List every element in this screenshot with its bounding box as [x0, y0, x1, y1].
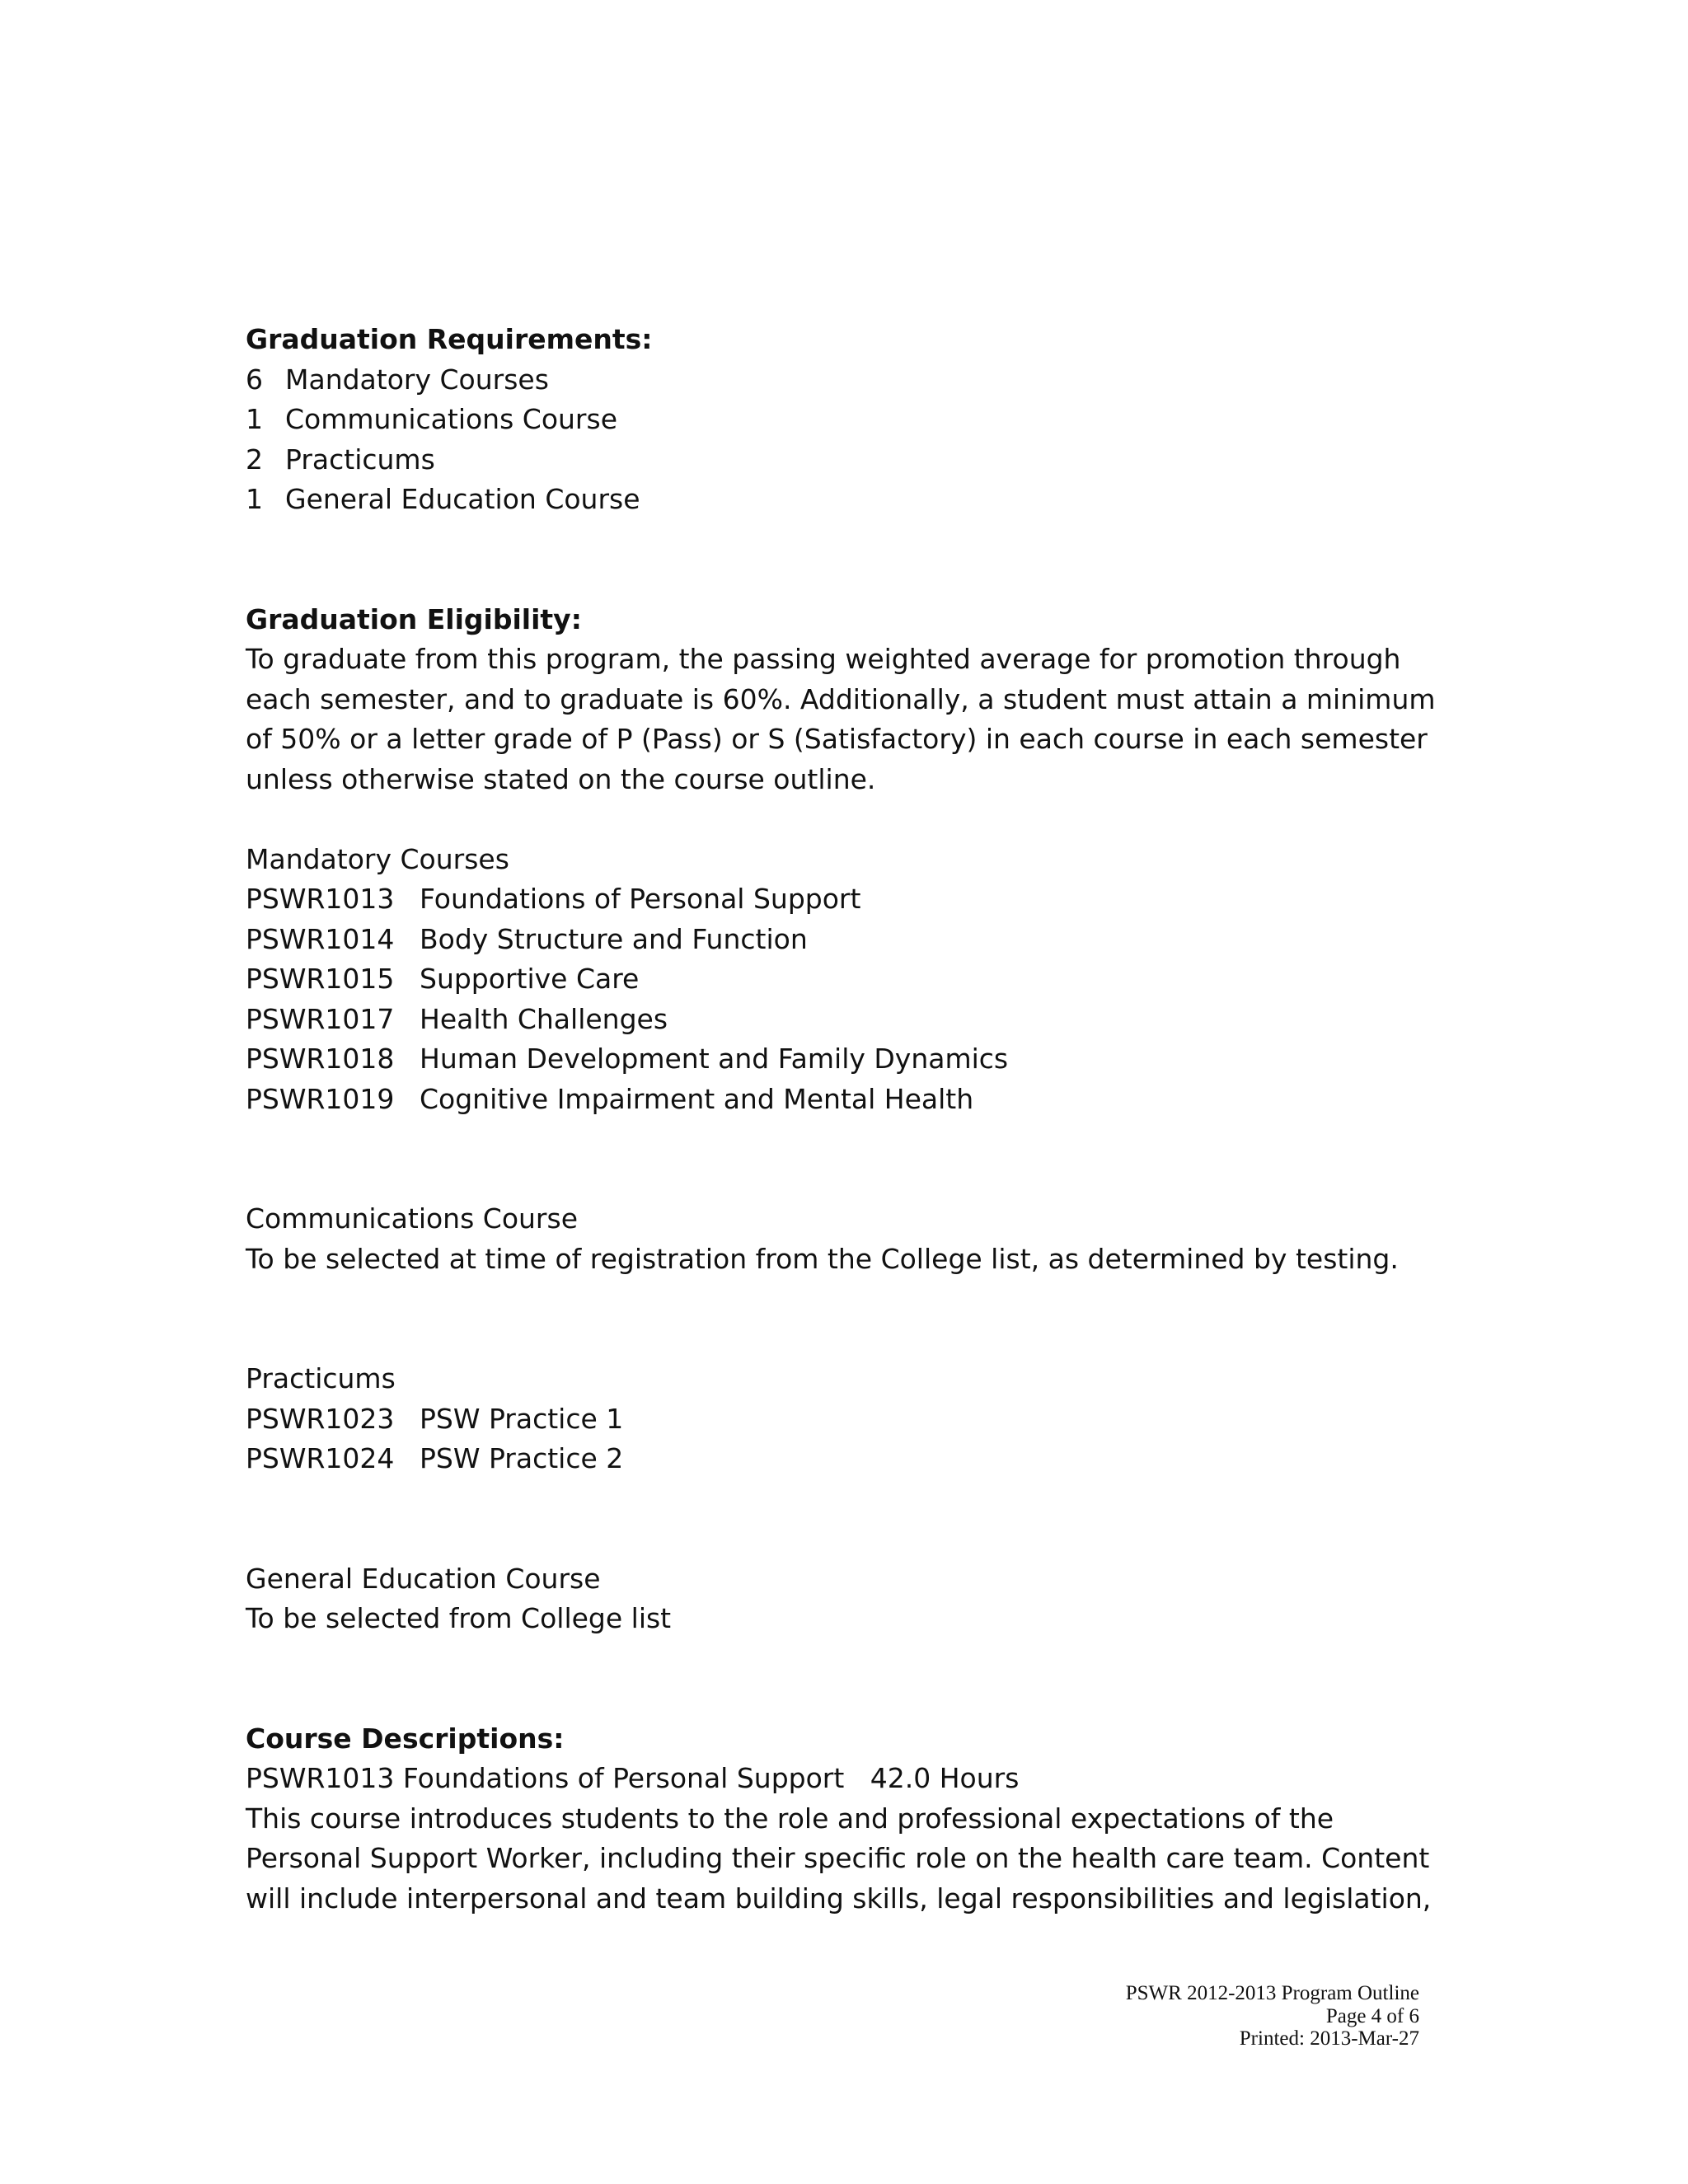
spacer	[246, 1639, 1441, 1719]
footer-printed-date: Printed: 2013-Mar-27	[1239, 2027, 1419, 2050]
course-description-line: This course introduces students to the role and professional expectations of the	[246, 1802, 1334, 1835]
course-code: PSWR1017	[246, 1002, 395, 1035]
mandatory-courses-heading: Mandatory Courses	[246, 842, 509, 875]
course-title: PSW Practice 1	[420, 1402, 624, 1435]
course-row	[246, 1000, 1441, 1040]
eligibility-line: each semester, and to graduate is 60%. Additionally, a student must attain a minimum	[246, 682, 1436, 715]
course-code: PSWR1018	[246, 1043, 395, 1075]
spacer	[246, 520, 1441, 600]
requirement-count: 1	[246, 403, 263, 435]
general-education-heading: General Education Course	[246, 1562, 601, 1595]
page-footer	[1126, 1982, 1419, 2050]
course-code: PSWR1014	[246, 922, 395, 955]
requirement-count: 2	[246, 443, 263, 476]
course-row	[246, 1439, 1441, 1479]
requirement-label: Communications Course	[285, 403, 617, 435]
requirement-label: Practicums	[285, 443, 435, 476]
spacer	[246, 799, 1441, 840]
course-title: PSW Practice 2	[420, 1442, 624, 1474]
course-title: Foundations of Personal Support	[420, 883, 861, 915]
spacer	[246, 1479, 1441, 1559]
course-row	[246, 1399, 1441, 1440]
requirement-item	[246, 360, 1441, 401]
course-description-title: PSWR1013 Foundations of Personal Support 42.0 Hours	[246, 1762, 1020, 1794]
course-description-line: will include interpersonal and team building skills, legal responsibilities and legislation,	[246, 1882, 1432, 1915]
eligibility-line: of 50% or a letter grade of P (Pass) or S (Satisfactory) in each course in each semester	[246, 723, 1428, 755]
course-row	[246, 920, 1441, 960]
requirement-count: 6	[246, 363, 263, 396]
graduation-eligibility-heading: Graduation Eligibility:	[246, 602, 582, 635]
course-row	[246, 1080, 1441, 1120]
requirement-item	[246, 400, 1441, 440]
course-title: Supportive Care	[420, 963, 640, 995]
requirement-item	[246, 440, 1441, 480]
requirement-label: Mandatory Courses	[285, 363, 549, 396]
course-title: Cognitive Impairment and Mental Health	[420, 1082, 974, 1115]
requirement-item	[246, 480, 1441, 520]
course-title: Health Challenges	[420, 1002, 668, 1035]
course-row	[246, 959, 1441, 1000]
general-education-text: To be selected from College list	[246, 1602, 672, 1634]
practicums-heading: Practicums	[246, 1362, 396, 1394]
footer-page-number: Page 4 of 6	[1325, 2004, 1419, 2027]
graduation-requirements-heading: Graduation Requirements:	[246, 323, 653, 355]
course-code: PSWR1019	[246, 1082, 395, 1115]
course-code: PSWR1013	[246, 883, 395, 915]
page-content	[246, 320, 1441, 1919]
communications-course-text: To be selected at time of registration from the College list, as determined by testing.	[246, 1242, 1399, 1275]
course-code: PSWR1024	[246, 1442, 395, 1474]
spacer	[246, 1279, 1441, 1359]
requirement-count: 1	[246, 483, 263, 515]
course-code: PSWR1023	[246, 1402, 395, 1435]
requirement-label: General Education Course	[285, 483, 640, 515]
course-row	[246, 879, 1441, 920]
course-descriptions-heading: Course Descriptions:	[246, 1722, 565, 1755]
course-title: Human Development and Family Dynamics	[420, 1043, 1009, 1075]
course-row	[246, 1039, 1441, 1080]
course-title: Body Structure and Function	[420, 922, 808, 955]
footer-program-outline: PSWR 2012-2013 Program Outline	[1125, 1982, 1419, 2004]
eligibility-line: unless otherwise stated on the course outline.	[246, 762, 876, 795]
eligibility-line: To graduate from this program, the passing weighted average for promotion through	[246, 643, 1401, 675]
course-description-line: Personal Support Worker, including their specific role on the health care team. Content	[246, 1842, 1430, 1874]
spacer	[246, 1119, 1441, 1199]
course-code: PSWR1015	[246, 963, 395, 995]
communications-course-heading: Communications Course	[246, 1202, 578, 1235]
